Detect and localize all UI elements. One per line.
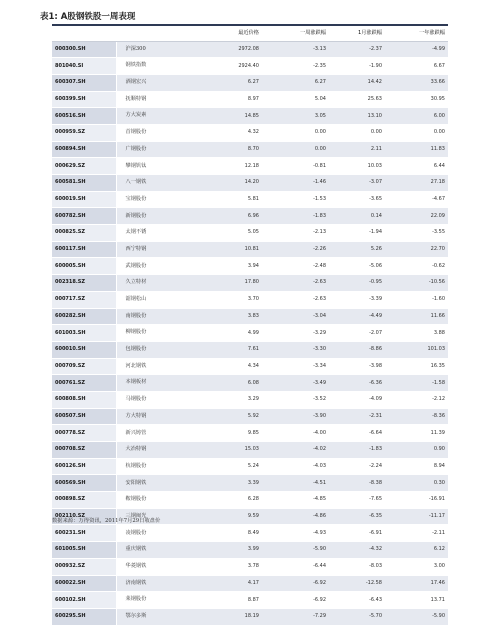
- cell-month-change: -8.03: [329, 558, 385, 575]
- cell-month-change: -4.09: [329, 391, 385, 408]
- table-top-rule: [52, 24, 448, 26]
- cell-year-change: 22.09: [385, 208, 448, 225]
- cell-name: 济南钢铁: [116, 575, 186, 592]
- cell-month-change: -3.98: [329, 358, 385, 375]
- cell-month-change: -3.39: [329, 291, 385, 308]
- cell-price: 4.99: [186, 325, 262, 342]
- cell-code: 601005.SH: [52, 542, 116, 559]
- cell-price: 8.87: [186, 592, 262, 609]
- cell-name: 八一钢铁: [116, 175, 186, 192]
- cell-price: 4.34: [186, 358, 262, 375]
- cell-name: 沪深300: [116, 41, 186, 58]
- cell-year-change: -1.60: [385, 291, 448, 308]
- cell-code: 600808.SH: [52, 391, 116, 408]
- table-title: 表1: A股钢铁股一周表现: [40, 12, 136, 22]
- cell-name: 新兴铸管: [116, 425, 186, 442]
- table-row: [52, 425, 448, 442]
- table-row: [52, 91, 448, 108]
- cell-code: 000778.SZ: [52, 425, 116, 442]
- header-month-change: 1月涨跌幅: [329, 27, 385, 41]
- cell-year-change: 8.94: [385, 458, 448, 475]
- cell-week-change: -2.35: [262, 58, 329, 75]
- cell-name: 华菱钢铁: [116, 558, 186, 575]
- table-row: [52, 191, 448, 208]
- cell-code: 000825.SZ: [52, 225, 116, 242]
- cell-month-change: -2.37: [329, 41, 385, 58]
- cell-code: 600569.SH: [52, 475, 116, 492]
- cell-name: 安阳钢铁: [116, 475, 186, 492]
- cell-year-change: 13.71: [385, 592, 448, 609]
- cell-week-change: -4.86: [262, 508, 329, 525]
- cell-month-change: -4.32: [329, 542, 385, 559]
- cell-year-change: 0.00: [385, 124, 448, 141]
- cell-week-change: -1.83: [262, 208, 329, 225]
- cell-week-change: -2.63: [262, 291, 329, 308]
- cell-price: 2924.40: [186, 58, 262, 75]
- cell-price: 3.70: [186, 291, 262, 308]
- cell-price: 17.80: [186, 275, 262, 292]
- cell-week-change: -2.48: [262, 258, 329, 275]
- cell-month-change: -7.65: [329, 492, 385, 509]
- cell-month-change: -2.31: [329, 408, 385, 425]
- header-price: 最近价格: [186, 27, 262, 41]
- cell-name: 首钢股份: [116, 124, 186, 141]
- cell-code: 600516.SH: [52, 108, 116, 125]
- cell-year-change: 6.00: [385, 108, 448, 125]
- cell-price: 6.96: [186, 208, 262, 225]
- cell-year-change: -11.17: [385, 508, 448, 525]
- cell-code: 000761.SZ: [52, 375, 116, 392]
- table-row: [52, 375, 448, 392]
- cell-year-change: -0.62: [385, 258, 448, 275]
- cell-year-change: 22.70: [385, 241, 448, 258]
- table-row: [52, 158, 448, 175]
- table-row: [52, 408, 448, 425]
- table-row: [52, 175, 448, 192]
- cell-week-change: -6.44: [262, 558, 329, 575]
- cell-week-change: -6.92: [262, 592, 329, 609]
- cell-week-change: -3.52: [262, 391, 329, 408]
- table-row: [52, 308, 448, 325]
- cell-name: 南钢股份: [116, 308, 186, 325]
- cell-year-change: -3.55: [385, 225, 448, 242]
- cell-price: 3.39: [186, 475, 262, 492]
- table-row: [52, 291, 448, 308]
- cell-price: 18.19: [186, 608, 262, 625]
- cell-code: 600126.SH: [52, 458, 116, 475]
- table-row: [52, 475, 448, 492]
- cell-month-change: -5.70: [329, 608, 385, 625]
- data-source-note: 数据来源：万得资讯，2011年7月29日收盘价: [52, 518, 161, 524]
- cell-year-change: 11.83: [385, 141, 448, 158]
- cell-price: 6.27: [186, 74, 262, 91]
- cell-name: 酒钢宏兴: [116, 74, 186, 91]
- cell-month-change: -8.38: [329, 475, 385, 492]
- cell-month-change: -12.58: [329, 575, 385, 592]
- cell-name: 三钢闽光: [116, 508, 186, 525]
- cell-year-change: 16.35: [385, 358, 448, 375]
- cell-name: 方大特钢: [116, 408, 186, 425]
- cell-month-change: 13.10: [329, 108, 385, 125]
- table-row: [52, 492, 448, 509]
- cell-code: 600399.SH: [52, 91, 116, 108]
- cell-name: 柳钢股份: [116, 325, 186, 342]
- cell-month-change: -6.43: [329, 592, 385, 609]
- table-row: [52, 391, 448, 408]
- cell-price: 15.03: [186, 442, 262, 459]
- cell-week-change: -0.81: [262, 158, 329, 175]
- cell-month-change: -6.64: [329, 425, 385, 442]
- cell-week-change: -3.04: [262, 308, 329, 325]
- table-row: [52, 575, 448, 592]
- cell-code: 600231.SH: [52, 525, 116, 542]
- header-name: [116, 27, 186, 41]
- cell-year-change: -2.11: [385, 525, 448, 542]
- table-row: [52, 325, 448, 342]
- cell-week-change: -4.00: [262, 425, 329, 442]
- cell-price: 5.81: [186, 191, 262, 208]
- cell-code: 600581.SH: [52, 175, 116, 192]
- cell-price: 3.78: [186, 558, 262, 575]
- cell-code: 000898.SZ: [52, 492, 116, 509]
- cell-code: 801040.SI: [52, 58, 116, 75]
- cell-name: 河北钢铁: [116, 358, 186, 375]
- cell-month-change: -6.36: [329, 375, 385, 392]
- cell-month-change: -0.95: [329, 275, 385, 292]
- cell-price: 2972.08: [186, 41, 262, 58]
- cell-year-change: 11.39: [385, 425, 448, 442]
- cell-name: 广钢股份: [116, 141, 186, 158]
- cell-name: 莱钢股份: [116, 592, 186, 609]
- cell-price: 7.61: [186, 341, 262, 358]
- table-row: [52, 41, 448, 58]
- cell-week-change: 5.04: [262, 91, 329, 108]
- cell-code: 600307.SH: [52, 74, 116, 91]
- table-row: [52, 442, 448, 459]
- cell-week-change: -6.92: [262, 575, 329, 592]
- cell-code: 600010.SH: [52, 341, 116, 358]
- cell-month-change: 0.00: [329, 124, 385, 141]
- cell-year-change: -8.36: [385, 408, 448, 425]
- cell-week-change: -1.53: [262, 191, 329, 208]
- cell-price: 5.24: [186, 458, 262, 475]
- cell-price: 4.32: [186, 124, 262, 141]
- cell-name: 韶钢松山: [116, 291, 186, 308]
- table-row: [52, 608, 448, 625]
- cell-month-change: -2.07: [329, 325, 385, 342]
- cell-name: 新钢股份: [116, 208, 186, 225]
- cell-month-change: 0.14: [329, 208, 385, 225]
- cell-year-change: -5.90: [385, 608, 448, 625]
- cell-year-change: 6.12: [385, 542, 448, 559]
- table-row: [52, 275, 448, 292]
- cell-name: 凌钢股份: [116, 525, 186, 542]
- header-code: [52, 27, 116, 41]
- cell-name: 杭钢股份: [116, 458, 186, 475]
- table-row: [52, 258, 448, 275]
- cell-year-change: 17.46: [385, 575, 448, 592]
- cell-price: 3.29: [186, 391, 262, 408]
- cell-price: 9.59: [186, 508, 262, 525]
- cell-code: 600117.SH: [52, 241, 116, 258]
- cell-week-change: -3.34: [262, 358, 329, 375]
- cell-code: 600005.SH: [52, 258, 116, 275]
- cell-year-change: -1.58: [385, 375, 448, 392]
- table-row: [52, 208, 448, 225]
- header-week-change: 一周涨跌幅: [262, 27, 329, 41]
- cell-week-change: -2.13: [262, 225, 329, 242]
- table-header-row: [52, 27, 448, 41]
- cell-price: 5.92: [186, 408, 262, 425]
- cell-week-change: -2.63: [262, 275, 329, 292]
- cell-month-change: 25.63: [329, 91, 385, 108]
- cell-name: 武钢股份: [116, 258, 186, 275]
- cell-code: 600102.SH: [52, 592, 116, 609]
- cell-price: 4.17: [186, 575, 262, 592]
- cell-month-change: -2.24: [329, 458, 385, 475]
- cell-week-change: -1.46: [262, 175, 329, 192]
- table-row: [52, 58, 448, 75]
- cell-week-change: -4.02: [262, 442, 329, 459]
- cell-year-change: 0.90: [385, 442, 448, 459]
- cell-week-change: -4.51: [262, 475, 329, 492]
- cell-name: 攀钢钒钛: [116, 158, 186, 175]
- cell-month-change: -6.91: [329, 525, 385, 542]
- cell-month-change: -1.90: [329, 58, 385, 75]
- cell-code: 000717.SZ: [52, 291, 116, 308]
- cell-code: 002318.SZ: [52, 275, 116, 292]
- table-row: [52, 108, 448, 125]
- table-row: [52, 558, 448, 575]
- cell-name: 马钢股份: [116, 391, 186, 408]
- cell-year-change: 3.88: [385, 325, 448, 342]
- cell-month-change: -1.83: [329, 442, 385, 459]
- cell-month-change: 5.26: [329, 241, 385, 258]
- cell-year-change: 0.30: [385, 475, 448, 492]
- cell-name: 鞍钢股份: [116, 492, 186, 509]
- cell-price: 8.49: [186, 525, 262, 542]
- cell-code: 600507.SH: [52, 408, 116, 425]
- cell-year-change: 6.67: [385, 58, 448, 75]
- cell-price: 10.81: [186, 241, 262, 258]
- cell-code: 000629.SZ: [52, 158, 116, 175]
- cell-year-change: 6.44: [385, 158, 448, 175]
- cell-code: 601003.SH: [52, 325, 116, 342]
- cell-code: 600022.SH: [52, 575, 116, 592]
- cell-price: 6.28: [186, 492, 262, 509]
- cell-year-change: -16.91: [385, 492, 448, 509]
- table-row: [52, 358, 448, 375]
- table-row: [52, 141, 448, 158]
- cell-name: 本钢板材: [116, 375, 186, 392]
- cell-name: 宝钢股份: [116, 191, 186, 208]
- table-row: [52, 241, 448, 258]
- cell-month-change: 10.03: [329, 158, 385, 175]
- cell-week-change: 0.00: [262, 141, 329, 158]
- cell-year-change: -4.99: [385, 41, 448, 58]
- cell-month-change: -3.65: [329, 191, 385, 208]
- cell-code: 000708.SZ: [52, 442, 116, 459]
- cell-name: 大冶特钢: [116, 442, 186, 459]
- cell-week-change: -3.30: [262, 341, 329, 358]
- table-row: [52, 74, 448, 91]
- cell-month-change: 2.11: [329, 141, 385, 158]
- cell-code: 600295.SH: [52, 608, 116, 625]
- cell-price: 14.85: [186, 108, 262, 125]
- cell-year-change: 11.66: [385, 308, 448, 325]
- cell-name: 方大炭素: [116, 108, 186, 125]
- table-row: [52, 341, 448, 358]
- cell-name: 抚顺特钢: [116, 91, 186, 108]
- cell-month-change: 14.42: [329, 74, 385, 91]
- cell-year-change: 27.18: [385, 175, 448, 192]
- cell-code: 600782.SH: [52, 208, 116, 225]
- cell-week-change: 0.00: [262, 124, 329, 141]
- cell-price: 9.85: [186, 425, 262, 442]
- cell-year-change: 30.95: [385, 91, 448, 108]
- cell-price: 8.97: [186, 91, 262, 108]
- cell-month-change: -3.07: [329, 175, 385, 192]
- cell-name: 包钢股份: [116, 341, 186, 358]
- cell-code: 000959.SZ: [52, 124, 116, 141]
- cell-week-change: -5.90: [262, 542, 329, 559]
- cell-week-change: -4.85: [262, 492, 329, 509]
- cell-name: 钢铁指数: [116, 58, 186, 75]
- cell-year-change: -4.67: [385, 191, 448, 208]
- cell-year-change: 33.66: [385, 74, 448, 91]
- cell-year-change: 101.03: [385, 341, 448, 358]
- cell-month-change: -4.49: [329, 308, 385, 325]
- table-row: [52, 458, 448, 475]
- cell-code: 000300.SH: [52, 41, 116, 58]
- cell-code: 000932.SZ: [52, 558, 116, 575]
- cell-price: 8.70: [186, 141, 262, 158]
- cell-price: 6.08: [186, 375, 262, 392]
- cell-month-change: -1.94: [329, 225, 385, 242]
- table-row: [52, 592, 448, 609]
- cell-name: 太钢不锈: [116, 225, 186, 242]
- cell-name: 重庆钢铁: [116, 542, 186, 559]
- cell-code: 002110.SZ: [52, 508, 116, 525]
- cell-week-change: -3.29: [262, 325, 329, 342]
- cell-week-change: -2.26: [262, 241, 329, 258]
- cell-week-change: -4.03: [262, 458, 329, 475]
- cell-month-change: -8.86: [329, 341, 385, 358]
- cell-name: 久立特材: [116, 275, 186, 292]
- cell-price: 5.05: [186, 225, 262, 242]
- table-row: [52, 525, 448, 542]
- cell-price: 12.18: [186, 158, 262, 175]
- cell-week-change: -3.90: [262, 408, 329, 425]
- cell-price: 3.99: [186, 542, 262, 559]
- cell-price: 3.83: [186, 308, 262, 325]
- cell-price: 14.20: [186, 175, 262, 192]
- table-row: [52, 225, 448, 242]
- steel-stocks-table: [52, 27, 448, 626]
- cell-code: 600894.SH: [52, 141, 116, 158]
- cell-week-change: -3.13: [262, 41, 329, 58]
- cell-year-change: -10.56: [385, 275, 448, 292]
- cell-name: 西宁特钢: [116, 241, 186, 258]
- cell-week-change: 3.05: [262, 108, 329, 125]
- cell-code: 000709.SZ: [52, 358, 116, 375]
- cell-year-change: 3.00: [385, 558, 448, 575]
- table-row: [52, 542, 448, 559]
- cell-code: 600282.SH: [52, 308, 116, 325]
- cell-month-change: -6.35: [329, 508, 385, 525]
- cell-code: 600019.SH: [52, 191, 116, 208]
- cell-week-change: -4.93: [262, 525, 329, 542]
- cell-week-change: -3.49: [262, 375, 329, 392]
- cell-week-change: -7.29: [262, 608, 329, 625]
- table-body: [52, 41, 448, 625]
- cell-price: 3.94: [186, 258, 262, 275]
- cell-year-change: -2.12: [385, 391, 448, 408]
- cell-month-change: -5.06: [329, 258, 385, 275]
- cell-name: 鄂尔多斯: [116, 608, 186, 625]
- header-year-change: 一年涨跌幅: [385, 27, 448, 41]
- table-row: [52, 124, 448, 141]
- cell-week-change: 6.27: [262, 74, 329, 91]
